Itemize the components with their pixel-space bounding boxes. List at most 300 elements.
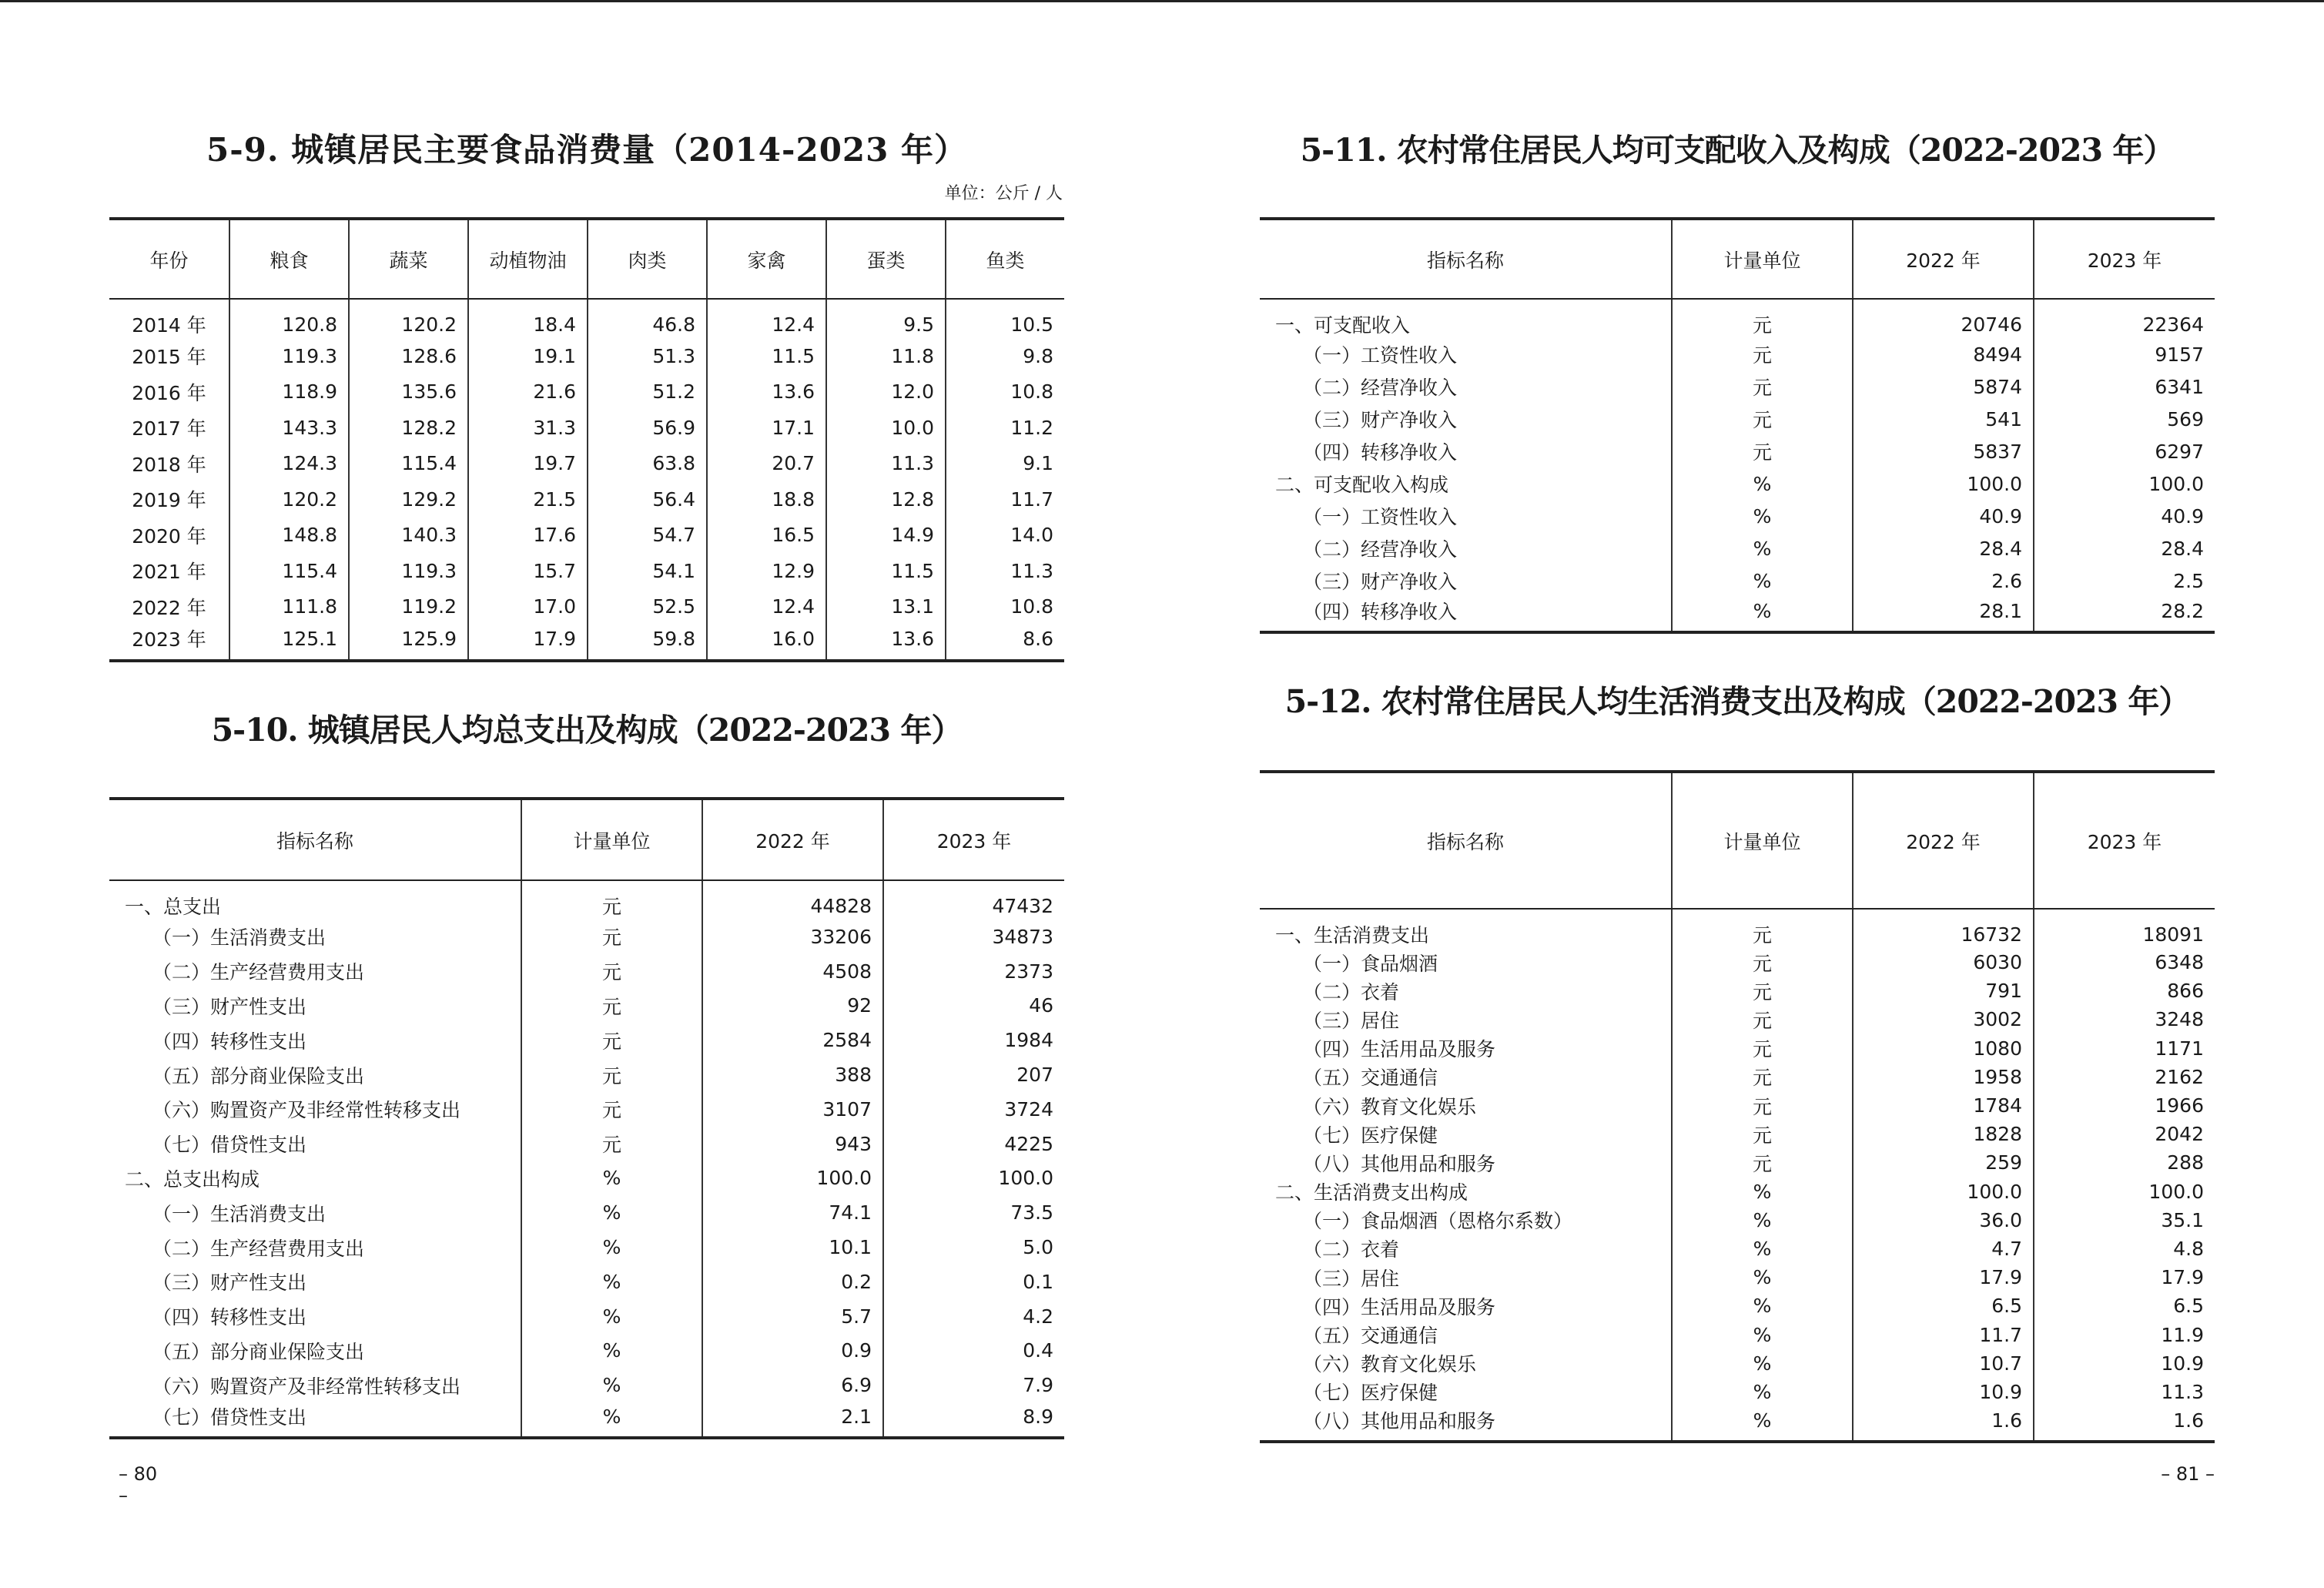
value-cell: 115.4 bbox=[229, 553, 349, 589]
value-cell: 3724 bbox=[883, 1092, 1064, 1127]
unit-cell: % bbox=[521, 1368, 702, 1402]
indicator-name-cell: （三）财产净收入 bbox=[1303, 409, 1458, 431]
value-cell: 124.3 bbox=[229, 446, 349, 482]
value-cell: 1958 bbox=[1853, 1063, 2034, 1091]
value-cell: 8.6 bbox=[946, 625, 1064, 661]
value-cell: 11.2 bbox=[946, 410, 1064, 446]
value-cell: 17.0 bbox=[468, 589, 588, 625]
unit-cell: % bbox=[1672, 1320, 1853, 1348]
table-row bbox=[1260, 1406, 2215, 1442]
unit-cell: 元 bbox=[1672, 403, 1853, 435]
table-row bbox=[109, 920, 1064, 954]
value-cell: 18.8 bbox=[707, 481, 826, 518]
table-row bbox=[109, 374, 1064, 410]
value-cell: 10.1 bbox=[702, 1230, 883, 1265]
table-row bbox=[109, 1092, 1064, 1127]
unit-cell: 元 bbox=[521, 1092, 702, 1127]
value-cell: 2373 bbox=[883, 954, 1064, 989]
table-row bbox=[1260, 1120, 2215, 1148]
table-row bbox=[1260, 1178, 2215, 1206]
value-cell: 40.9 bbox=[1853, 500, 2034, 532]
value-cell: 22364 bbox=[2034, 299, 2215, 338]
table-row bbox=[1260, 977, 2215, 1005]
indicator-name-cell: （八）其他用品和服务 bbox=[1260, 1406, 1672, 1442]
indicator-name-cell: （二）生产经营费用支出 bbox=[152, 1237, 365, 1260]
indicator-name-cell: （八）其他用品和服务 bbox=[1303, 1152, 1496, 1175]
unit-cell: 元 bbox=[1672, 1005, 1853, 1034]
value-cell: 10.5 bbox=[946, 299, 1064, 338]
unit-cell: 元 bbox=[1672, 299, 1853, 338]
column-header: 家禽 bbox=[707, 219, 826, 299]
indicator-name-cell: （六）教育文化娱乐 bbox=[1303, 1353, 1477, 1376]
indicator-name-cell: （一）生活消费支出 bbox=[152, 926, 326, 950]
value-cell: 17.6 bbox=[468, 518, 588, 554]
value-cell: 866 bbox=[2034, 977, 2215, 1005]
unit-cell: % bbox=[1672, 1378, 1853, 1406]
indicator-name-cell: （五）部分商业保险支出 bbox=[152, 1340, 365, 1363]
value-cell: 52.5 bbox=[588, 589, 707, 625]
value-cell: 118.9 bbox=[229, 374, 349, 410]
value-cell: 943 bbox=[702, 1127, 883, 1161]
value-cell: 5.7 bbox=[702, 1299, 883, 1334]
indicator-name-cell: （三）居住 bbox=[1303, 1267, 1400, 1290]
table-row bbox=[1260, 403, 2215, 435]
table-5-9-unit-note: 单位：公斤 / 人 bbox=[944, 184, 1063, 203]
column-header: 粮食 bbox=[229, 219, 349, 299]
table-5-11-body bbox=[1260, 299, 2215, 632]
table-row bbox=[109, 880, 1064, 920]
table-row bbox=[109, 410, 1064, 446]
value-cell: 21.6 bbox=[468, 374, 588, 410]
value-cell: 18091 bbox=[2034, 909, 2215, 948]
value-cell: 100.0 bbox=[2034, 1178, 2215, 1206]
value-cell: 13.6 bbox=[826, 625, 946, 661]
indicator-name-cell: （五）交通通信 bbox=[1303, 1325, 1438, 1348]
year-cell: 2016 年 bbox=[132, 381, 206, 404]
table-row bbox=[109, 1334, 1064, 1369]
value-cell: 11.5 bbox=[707, 338, 826, 374]
indicator-name-cell: （一）工资性收入 bbox=[1303, 506, 1458, 528]
value-cell: 12.0 bbox=[826, 374, 946, 410]
unit-cell: 元 bbox=[1672, 338, 1853, 370]
indicator-name-cell: （二）生产经营费用支出 bbox=[152, 961, 365, 984]
year-cell: 2017 年 bbox=[132, 417, 206, 441]
value-cell: 17.9 bbox=[2034, 1263, 2215, 1292]
value-cell: 111.8 bbox=[229, 589, 349, 625]
value-cell: 11.7 bbox=[1853, 1320, 2034, 1348]
table-row bbox=[109, 1023, 1064, 1057]
indicator-name-cell: （三）财产性支出 bbox=[152, 995, 307, 1018]
value-cell: 11.7 bbox=[946, 481, 1064, 518]
column-header: 2023 年 bbox=[2034, 772, 2215, 909]
table-row bbox=[109, 1402, 1064, 1438]
table-row bbox=[109, 518, 1064, 554]
value-cell: 2.1 bbox=[702, 1402, 883, 1438]
value-cell: 14.0 bbox=[946, 518, 1064, 554]
value-cell: 4.7 bbox=[1853, 1235, 2034, 1263]
unit-cell: 元 bbox=[1672, 909, 1853, 948]
value-cell: 0.4 bbox=[883, 1334, 1064, 1369]
table-row bbox=[1260, 299, 2215, 338]
column-header: 肉类 bbox=[588, 219, 707, 299]
table-5-10 bbox=[109, 797, 1064, 1439]
value-cell: 17.1 bbox=[707, 410, 826, 446]
table-5-10-body bbox=[109, 880, 1064, 1438]
value-cell: 569 bbox=[2034, 403, 2215, 435]
unit-cell: 元 bbox=[1672, 370, 1853, 403]
table-5-9 bbox=[109, 217, 1064, 662]
value-cell: 2584 bbox=[702, 1023, 883, 1057]
table-row bbox=[1260, 1148, 2215, 1177]
unit-cell: 元 bbox=[521, 989, 702, 1023]
unit-cell: % bbox=[521, 1299, 702, 1334]
table-row bbox=[109, 989, 1064, 1023]
unit-cell: % bbox=[1672, 500, 1853, 532]
indicator-name-cell: （七）医疗保健 bbox=[1303, 1124, 1438, 1147]
table-row bbox=[109, 1230, 1064, 1265]
value-cell: 6.9 bbox=[702, 1368, 883, 1402]
year-cell: 2015 年 bbox=[132, 346, 206, 369]
table-row bbox=[1260, 1206, 2215, 1235]
value-cell: 20746 bbox=[1853, 299, 2034, 338]
value-cell: 10.8 bbox=[946, 589, 1064, 625]
value-cell: 100.0 bbox=[1853, 1178, 2034, 1206]
column-header: 2022 年 bbox=[1853, 772, 2034, 909]
value-cell: 16.0 bbox=[707, 625, 826, 661]
value-cell: 16732 bbox=[1853, 909, 2034, 948]
value-cell: 31.3 bbox=[468, 410, 588, 446]
value-cell: 6297 bbox=[2034, 435, 2215, 467]
column-header: 计量单位 bbox=[1672, 772, 1853, 909]
value-cell: 12.9 bbox=[707, 553, 826, 589]
indicator-name-cell: （二）经营净收入 bbox=[1303, 377, 1458, 399]
column-header: 年份 bbox=[109, 219, 229, 299]
indicator-name-cell: （五）部分商业保险支出 bbox=[152, 1064, 365, 1087]
table-row bbox=[109, 1265, 1064, 1299]
year-cell: 2019 年 bbox=[132, 489, 206, 512]
year-cell: 2014 年 bbox=[132, 314, 206, 337]
unit-cell: 元 bbox=[1672, 1091, 1853, 1120]
value-cell: 9.8 bbox=[946, 338, 1064, 374]
value-cell: 1984 bbox=[883, 1023, 1064, 1057]
indicator-name-cell: 一、可支配收入 bbox=[1275, 314, 1411, 337]
table-row bbox=[109, 1368, 1064, 1402]
table-row bbox=[1260, 1091, 2215, 1120]
value-cell: 1966 bbox=[2034, 1091, 2215, 1120]
value-cell: 74.1 bbox=[702, 1195, 883, 1230]
table-row bbox=[1260, 1063, 2215, 1091]
table-row bbox=[1260, 1292, 2215, 1320]
year-cell: 2022 年 bbox=[132, 596, 206, 619]
value-cell: 135.6 bbox=[349, 374, 468, 410]
indicator-name-cell: （四）转移性支出 bbox=[152, 1306, 307, 1329]
value-cell: 46.8 bbox=[588, 299, 707, 338]
unit-cell: 元 bbox=[1672, 435, 1853, 467]
value-cell: 1.6 bbox=[1853, 1406, 2034, 1442]
table-5-12 bbox=[1260, 770, 2215, 1443]
value-cell: 6348 bbox=[2034, 948, 2215, 977]
unit-cell: % bbox=[521, 1334, 702, 1369]
value-cell: 11.3 bbox=[2034, 1378, 2215, 1406]
value-cell: 12.8 bbox=[826, 481, 946, 518]
year-cell: 2021 年 bbox=[132, 561, 206, 584]
indicator-name-cell: （三）居住 bbox=[1303, 1009, 1400, 1032]
value-cell: 9.1 bbox=[946, 446, 1064, 482]
value-cell: 7.9 bbox=[883, 1368, 1064, 1402]
unit-cell: 元 bbox=[521, 880, 702, 920]
table-row bbox=[1260, 948, 2215, 977]
indicator-name-cell: （七）医疗保健 bbox=[1303, 1382, 1438, 1405]
value-cell: 5837 bbox=[1853, 435, 2034, 467]
table-5-12-header-row bbox=[1260, 772, 2215, 909]
value-cell: 51.3 bbox=[588, 338, 707, 374]
value-cell: 10.9 bbox=[2034, 1349, 2215, 1378]
table-5-10-header-row bbox=[109, 799, 1064, 880]
value-cell: 120.8 bbox=[229, 299, 349, 338]
value-cell: 5.0 bbox=[883, 1230, 1064, 1265]
value-cell: 3002 bbox=[1853, 1005, 2034, 1034]
value-cell: 0.1 bbox=[883, 1265, 1064, 1299]
value-cell: 9157 bbox=[2034, 338, 2215, 370]
unit-cell: 元 bbox=[1672, 1063, 1853, 1091]
indicator-name-cell: （一）工资性收入 bbox=[1303, 344, 1458, 367]
value-cell: 11.5 bbox=[826, 553, 946, 589]
table-5-10-title: 5-10. 城镇居民人均总支出及构成（2022-2023 年） bbox=[211, 712, 963, 749]
unit-cell: 元 bbox=[521, 1023, 702, 1057]
value-cell: 2.5 bbox=[2034, 565, 2215, 597]
page-number: – 80 – bbox=[119, 1463, 158, 1506]
value-cell: 0.9 bbox=[702, 1334, 883, 1369]
value-cell: 54.1 bbox=[588, 553, 707, 589]
value-cell: 28.1 bbox=[1853, 597, 2034, 632]
value-cell: 12.4 bbox=[707, 589, 826, 625]
value-cell: 4225 bbox=[883, 1127, 1064, 1161]
value-cell: 16.5 bbox=[707, 518, 826, 554]
value-cell: 120.2 bbox=[229, 481, 349, 518]
unit-cell: 元 bbox=[1672, 1034, 1853, 1063]
year-cell: 2018 年 bbox=[132, 453, 206, 476]
value-cell: 20.7 bbox=[707, 446, 826, 482]
unit-cell: 元 bbox=[521, 1127, 702, 1161]
value-cell: 92 bbox=[702, 989, 883, 1023]
unit-cell: % bbox=[1672, 565, 1853, 597]
value-cell: 34873 bbox=[883, 920, 1064, 954]
value-cell: 119.2 bbox=[349, 589, 468, 625]
value-cell: 6.5 bbox=[2034, 1292, 2215, 1320]
value-cell: 40.9 bbox=[2034, 500, 2215, 532]
value-cell: 6.5 bbox=[1853, 1292, 2034, 1320]
table-row bbox=[1260, 1378, 2215, 1406]
value-cell: 2.6 bbox=[1853, 565, 2034, 597]
value-cell: 28.2 bbox=[2034, 597, 2215, 632]
table-row bbox=[1260, 1034, 2215, 1063]
table-5-12-body bbox=[1260, 909, 2215, 1442]
value-cell: 1828 bbox=[1853, 1120, 2034, 1148]
column-header: 指标名称 bbox=[109, 799, 521, 880]
indicator-name-cell: （四）生活用品及服务 bbox=[1303, 1295, 1496, 1318]
table-row bbox=[1260, 370, 2215, 403]
unit-cell: % bbox=[1672, 532, 1853, 565]
column-header: 2023 年 bbox=[2034, 219, 2215, 299]
value-cell: 119.3 bbox=[229, 338, 349, 374]
column-header: 2023 年 bbox=[883, 799, 1064, 880]
table-row bbox=[109, 625, 1064, 661]
value-cell: 28.4 bbox=[1853, 532, 2034, 565]
unit-cell: % bbox=[1672, 1178, 1853, 1206]
table-5-9-body bbox=[109, 299, 1064, 661]
year-cell: 2023 年 bbox=[109, 625, 229, 661]
value-cell: 18.4 bbox=[468, 299, 588, 338]
value-cell: 10.9 bbox=[1853, 1378, 2034, 1406]
table-row bbox=[109, 1195, 1064, 1230]
value-cell: 17.9 bbox=[1853, 1263, 2034, 1292]
value-cell: 9.5 bbox=[826, 299, 946, 338]
column-header: 指标名称 bbox=[1260, 219, 1672, 299]
value-cell: 259 bbox=[1853, 1148, 2034, 1177]
value-cell: 3107 bbox=[702, 1092, 883, 1127]
value-cell: 100.0 bbox=[1853, 467, 2034, 500]
indicator-name-cell: （一）生活消费支出 bbox=[152, 1202, 326, 1225]
value-cell: 63.8 bbox=[588, 446, 707, 482]
unit-cell: 元 bbox=[1672, 1120, 1853, 1148]
value-cell: 3248 bbox=[2034, 1005, 2215, 1034]
table-row bbox=[1260, 909, 2215, 948]
unit-cell: % bbox=[1672, 1349, 1853, 1378]
value-cell: 28.4 bbox=[2034, 532, 2215, 565]
indicator-name-cell: （七）借贷性支出 bbox=[109, 1402, 521, 1438]
column-header: 计量单位 bbox=[521, 799, 702, 880]
column-header: 鱼类 bbox=[946, 219, 1064, 299]
column-header: 蔬菜 bbox=[349, 219, 468, 299]
unit-cell: % bbox=[521, 1265, 702, 1299]
value-cell: 207 bbox=[883, 1057, 1064, 1092]
indicator-name-cell: （二）衣着 bbox=[1303, 980, 1400, 1003]
unit-cell: % bbox=[1672, 467, 1853, 500]
table-5-11-title: 5-11. 农村常住居民人均可支配收入及构成（2022-2023 年） bbox=[1300, 132, 2175, 169]
unit-cell: % bbox=[521, 1195, 702, 1230]
value-cell: 8494 bbox=[1853, 338, 2034, 370]
value-cell: 125.9 bbox=[349, 625, 468, 661]
value-cell: 288 bbox=[2034, 1148, 2215, 1177]
indicator-name-cell: （一）食品烟酒 bbox=[1303, 952, 1438, 975]
table-row bbox=[1260, 565, 2215, 597]
value-cell: 11.3 bbox=[826, 446, 946, 482]
table-row bbox=[1260, 467, 2215, 500]
value-cell: 56.4 bbox=[588, 481, 707, 518]
value-cell: 56.9 bbox=[588, 410, 707, 446]
indicator-name-cell: （四）转移净收入 bbox=[1260, 597, 1672, 632]
indicator-name-cell: （五）交通通信 bbox=[1303, 1067, 1438, 1090]
value-cell: 11.3 bbox=[946, 553, 1064, 589]
indicator-name-cell: （六）教育文化娱乐 bbox=[1303, 1095, 1477, 1118]
value-cell: 119.3 bbox=[349, 553, 468, 589]
unit-cell: % bbox=[521, 1402, 702, 1438]
value-cell: 100.0 bbox=[702, 1161, 883, 1196]
indicator-name-cell: （四）转移性支出 bbox=[152, 1030, 307, 1053]
value-cell: 10.8 bbox=[946, 374, 1064, 410]
unit-cell: % bbox=[521, 1161, 702, 1196]
value-cell: 4.2 bbox=[883, 1299, 1064, 1334]
value-cell: 19.1 bbox=[468, 338, 588, 374]
value-cell: 14.9 bbox=[826, 518, 946, 554]
value-cell: 148.8 bbox=[229, 518, 349, 554]
indicator-name-cell: 二、总支出构成 bbox=[125, 1168, 260, 1191]
value-cell: 36.0 bbox=[1853, 1206, 2034, 1235]
column-header: 动植物油 bbox=[468, 219, 588, 299]
table-row bbox=[109, 481, 1064, 518]
table-row bbox=[109, 954, 1064, 989]
value-cell: 35.1 bbox=[2034, 1206, 2215, 1235]
value-cell: 129.2 bbox=[349, 481, 468, 518]
table-row bbox=[1260, 1263, 2215, 1292]
value-cell: 10.0 bbox=[826, 410, 946, 446]
value-cell: 1171 bbox=[2034, 1034, 2215, 1063]
indicator-name-cell: （四）生活用品及服务 bbox=[1303, 1038, 1496, 1061]
unit-cell: % bbox=[1672, 1292, 1853, 1320]
value-cell: 140.3 bbox=[349, 518, 468, 554]
table-row bbox=[109, 1161, 1064, 1196]
value-cell: 2042 bbox=[2034, 1120, 2215, 1148]
table-5-11 bbox=[1260, 217, 2215, 634]
value-cell: 1784 bbox=[1853, 1091, 2034, 1120]
table-row bbox=[1260, 500, 2215, 532]
table-5-11-header-row bbox=[1260, 219, 2215, 299]
indicator-name-cell: （四）转移净收入 bbox=[1303, 441, 1458, 464]
value-cell: 0.2 bbox=[702, 1265, 883, 1299]
table-5-12-title: 5-12. 农村常住居民人均生活消费支出及构成（2022-2023 年） bbox=[1284, 683, 2190, 720]
table-row bbox=[109, 589, 1064, 625]
table-row bbox=[1260, 338, 2215, 370]
value-cell: 8.9 bbox=[883, 1402, 1064, 1438]
page-top-rule bbox=[0, 0, 2324, 2]
table-row bbox=[1260, 1349, 2215, 1378]
value-cell: 11.9 bbox=[2034, 1320, 2215, 1348]
indicator-name-cell: 二、生活消费支出构成 bbox=[1275, 1181, 1468, 1204]
value-cell: 1080 bbox=[1853, 1034, 2034, 1063]
unit-cell: 元 bbox=[1672, 948, 1853, 977]
value-cell: 6030 bbox=[1853, 948, 2034, 977]
value-cell: 128.2 bbox=[349, 410, 468, 446]
table-row bbox=[109, 338, 1064, 374]
indicator-name-cell: （三）财产性支出 bbox=[152, 1271, 307, 1295]
indicator-name-cell: （三）财产净收入 bbox=[1303, 571, 1458, 593]
value-cell: 5874 bbox=[1853, 370, 2034, 403]
unit-cell: % bbox=[1672, 1235, 1853, 1263]
table-5-9-header-row bbox=[109, 219, 1064, 299]
value-cell: 44828 bbox=[702, 880, 883, 920]
value-cell: 46 bbox=[883, 989, 1064, 1023]
indicator-name-cell: （一）食品烟酒（恩格尔系数） bbox=[1303, 1210, 1573, 1233]
table-5-9-title: 5-9. 城镇居民主要食品消费量（2014-2023 年） bbox=[206, 131, 967, 169]
value-cell: 125.1 bbox=[229, 625, 349, 661]
column-header: 2022 年 bbox=[702, 799, 883, 880]
unit-cell: 元 bbox=[1672, 1148, 1853, 1177]
indicator-name-cell: （二）衣着 bbox=[1303, 1238, 1400, 1261]
value-cell: 128.6 bbox=[349, 338, 468, 374]
value-cell: 115.4 bbox=[349, 446, 468, 482]
value-cell: 10.7 bbox=[1853, 1349, 2034, 1378]
value-cell: 33206 bbox=[702, 920, 883, 954]
value-cell: 13.1 bbox=[826, 589, 946, 625]
value-cell: 19.7 bbox=[468, 446, 588, 482]
value-cell: 21.5 bbox=[468, 481, 588, 518]
unit-cell: % bbox=[1672, 1206, 1853, 1235]
value-cell: 15.7 bbox=[468, 553, 588, 589]
value-cell: 12.4 bbox=[707, 299, 826, 338]
indicator-name-cell: 一、生活消费支出 bbox=[1275, 924, 1430, 946]
column-header: 计量单位 bbox=[1672, 219, 1853, 299]
value-cell: 2162 bbox=[2034, 1063, 2215, 1091]
